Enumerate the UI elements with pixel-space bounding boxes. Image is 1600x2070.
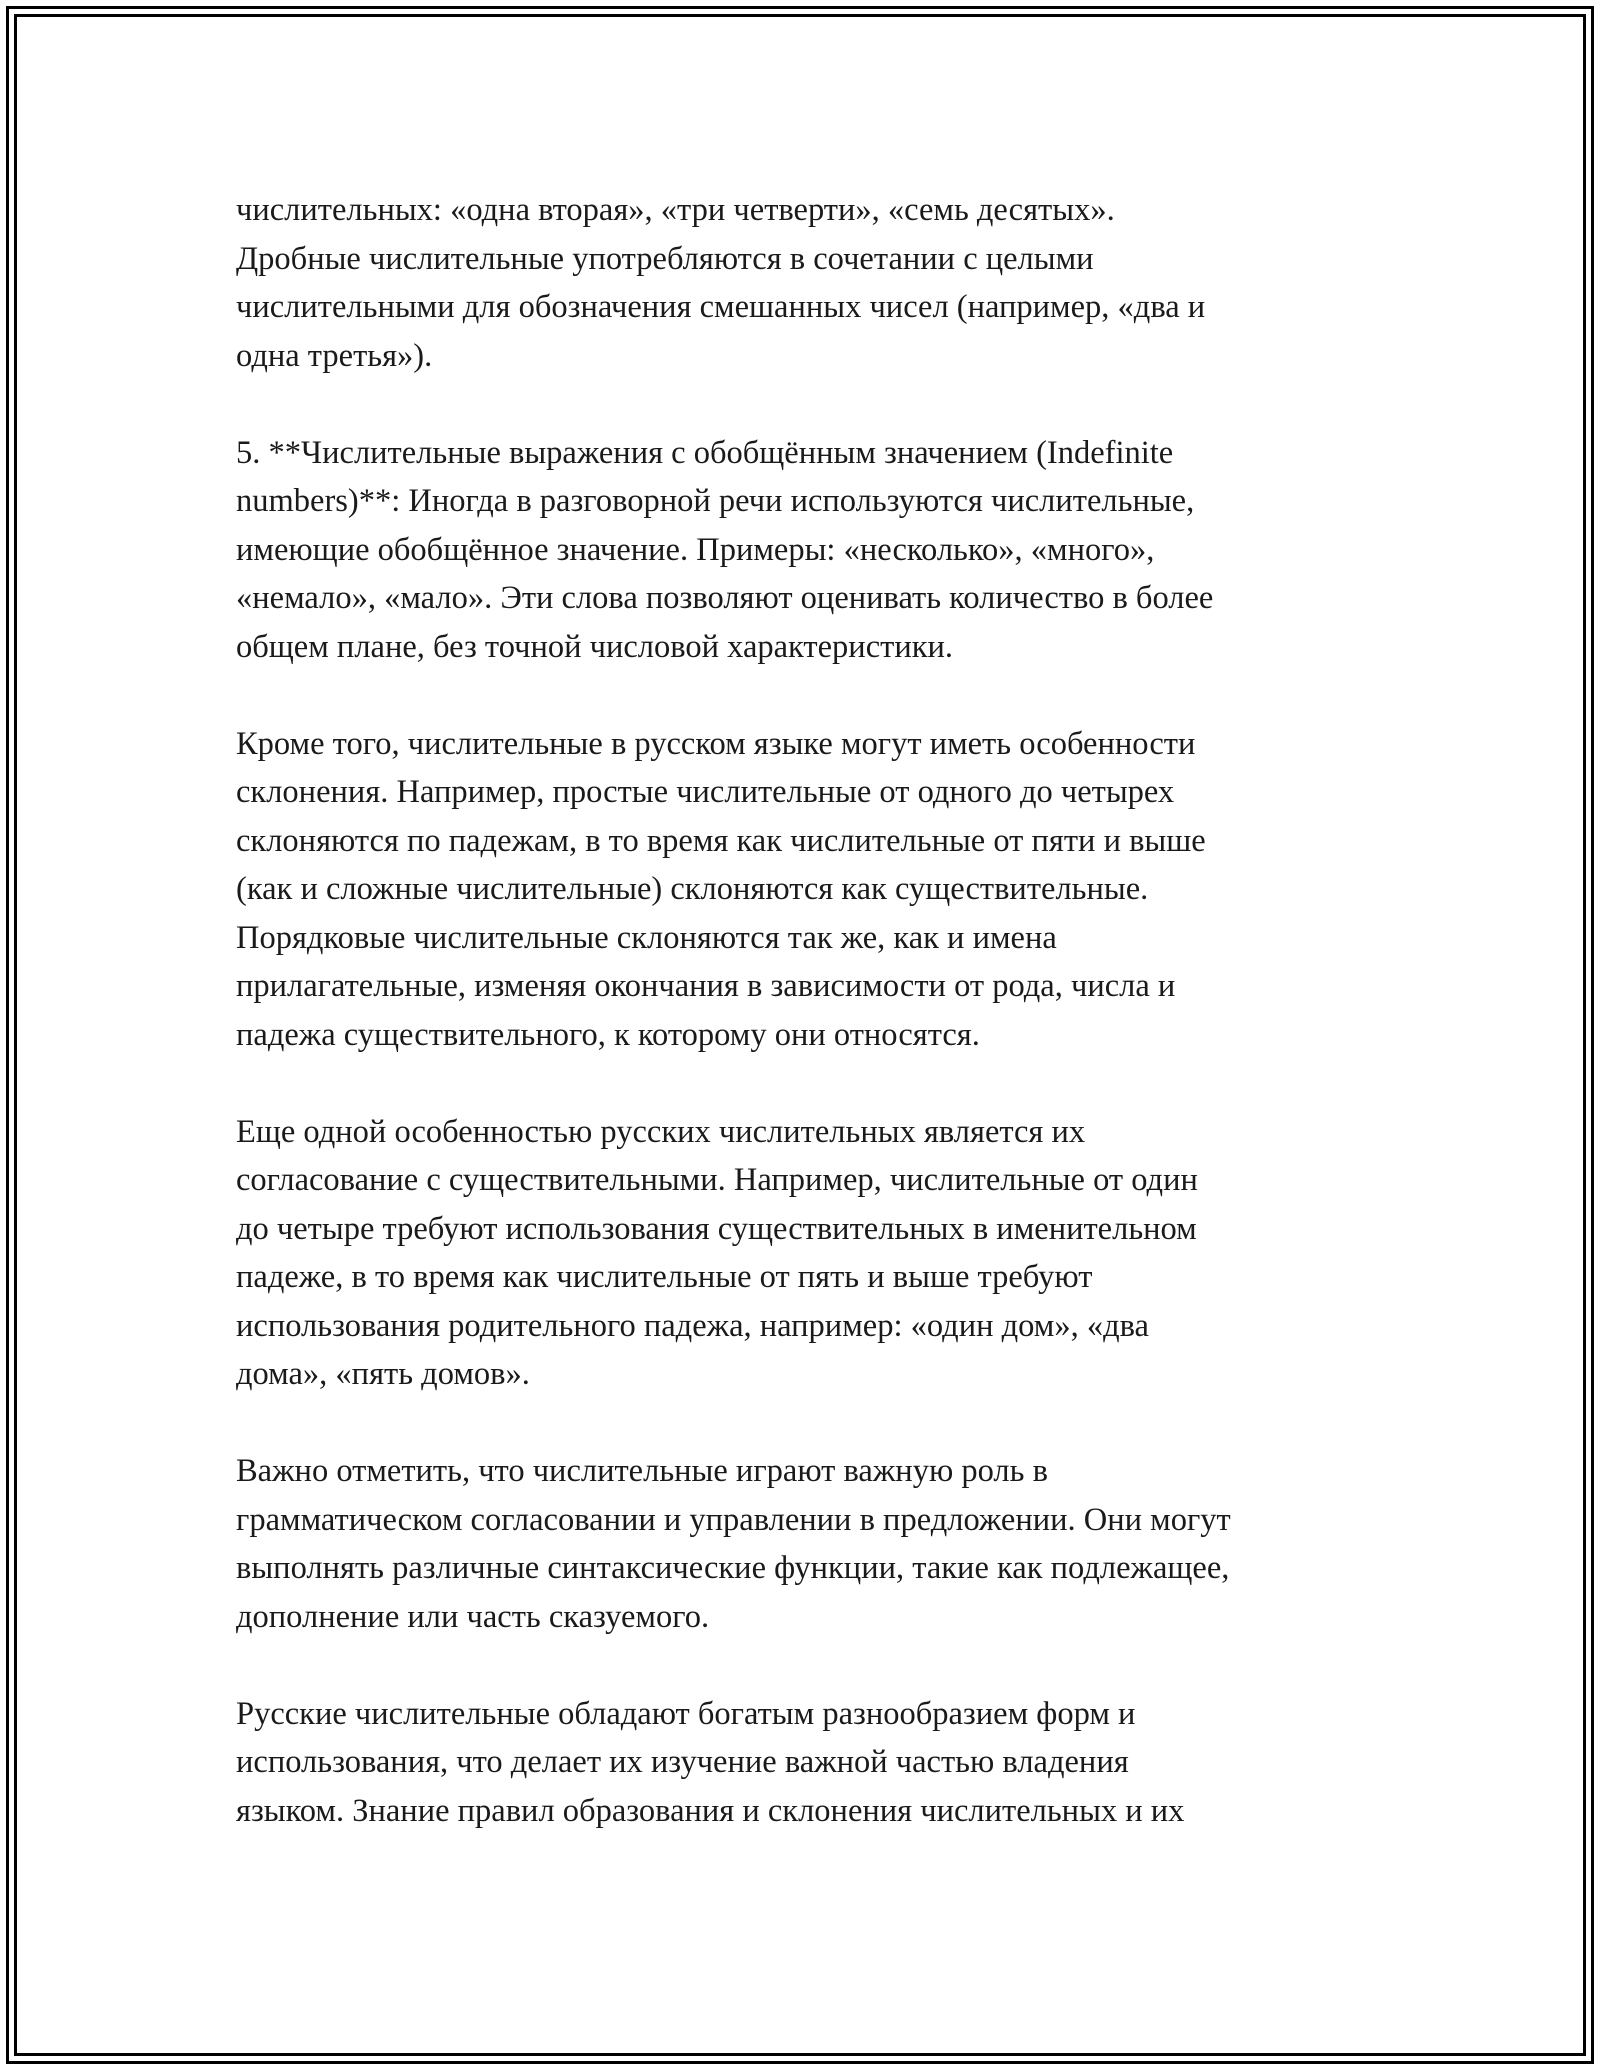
text-line: склонения. Например, простые числительные от одного до четырех <box>236 774 1175 810</box>
document-body <box>236 186 1416 1884</box>
text-line: одна третья»). <box>236 337 433 374</box>
text-line: прилагательные, изменяя окончания в зависимости от рода, числа и <box>236 968 1176 1004</box>
text-line: 5. **Числительные выражения с обобщённым значением (Indefinite <box>236 434 1174 471</box>
text-line: Важно отметить, что числительные играют важную роль в <box>236 1453 1048 1489</box>
paragraph-conclusion <box>236 1690 1416 1836</box>
text-line: падеже, в то время как числительные от пять и выше требуют <box>236 1259 1093 1295</box>
text-line: имеющие обобщённое значение. Примеры: «несколько», «много», <box>236 531 1155 568</box>
text-line: дополнение или часть сказуемого. <box>236 1598 710 1635</box>
paragraph-agreement <box>236 1108 1416 1399</box>
text-line: Порядковые числительные склоняются так же, как и имена <box>236 919 1057 956</box>
text-line: «немало», «мало». Эти слова позволяют оценивать количество в более <box>236 580 1214 616</box>
text-line: numbers)**: Иногда в разговорной речи используются числительные, <box>236 483 1195 519</box>
text-line: дома», «пять домов». <box>236 1356 530 1392</box>
text-line: склоняются по падежам, в то время как числительные от пяти и выше <box>236 822 1206 859</box>
text-line: общем плане, без точной числовой характеристики. <box>236 628 954 665</box>
paragraph-syntax-role <box>236 1447 1416 1641</box>
text-line: использования, что делает их изучение важной частью владения <box>236 1744 1129 1780</box>
text-line: Русские числительные обладают богатым разнообразием форм и <box>236 1695 1136 1732</box>
text-line: числительных: «одна вторая», «три четверти», «семь десятых». <box>236 192 1115 228</box>
paragraph-declension <box>236 720 1416 1060</box>
text-line: (как и сложные числительные) склоняются как существительные. <box>236 871 1149 907</box>
text-line: выполнять различные синтаксические функции, такие как подлежащее, <box>236 1550 1230 1586</box>
text-line: Дробные числительные употребляются в сочетании с целыми <box>236 240 1094 277</box>
text-line: использования родительного падежа, например: «один дом», «два <box>236 1307 1149 1344</box>
text-line: языком. Знание правил образования и склонения числительных и их <box>236 1792 1185 1829</box>
text-line: согласование с существительными. Например, числительные от один <box>236 1162 1198 1198</box>
paragraph-indefinite-numbers <box>236 429 1416 672</box>
text-line: Еще одной особенностью русских числительных является их <box>236 1113 1086 1150</box>
paragraph-fractional-numerals <box>236 186 1416 380</box>
text-line: падежа существительного, к которому они относятся. <box>236 1016 980 1053</box>
text-line: до четыре требуют использования существительных в именительном <box>236 1210 1197 1247</box>
text-line: Кроме того, числительные в русском языке могут иметь особенности <box>236 725 1196 762</box>
text-line: числительными для обозначения смешанных чисел (например, «два и <box>236 289 1206 325</box>
text-line: грамматическом согласовании и управлении в предложении. Они могут <box>236 1501 1231 1538</box>
